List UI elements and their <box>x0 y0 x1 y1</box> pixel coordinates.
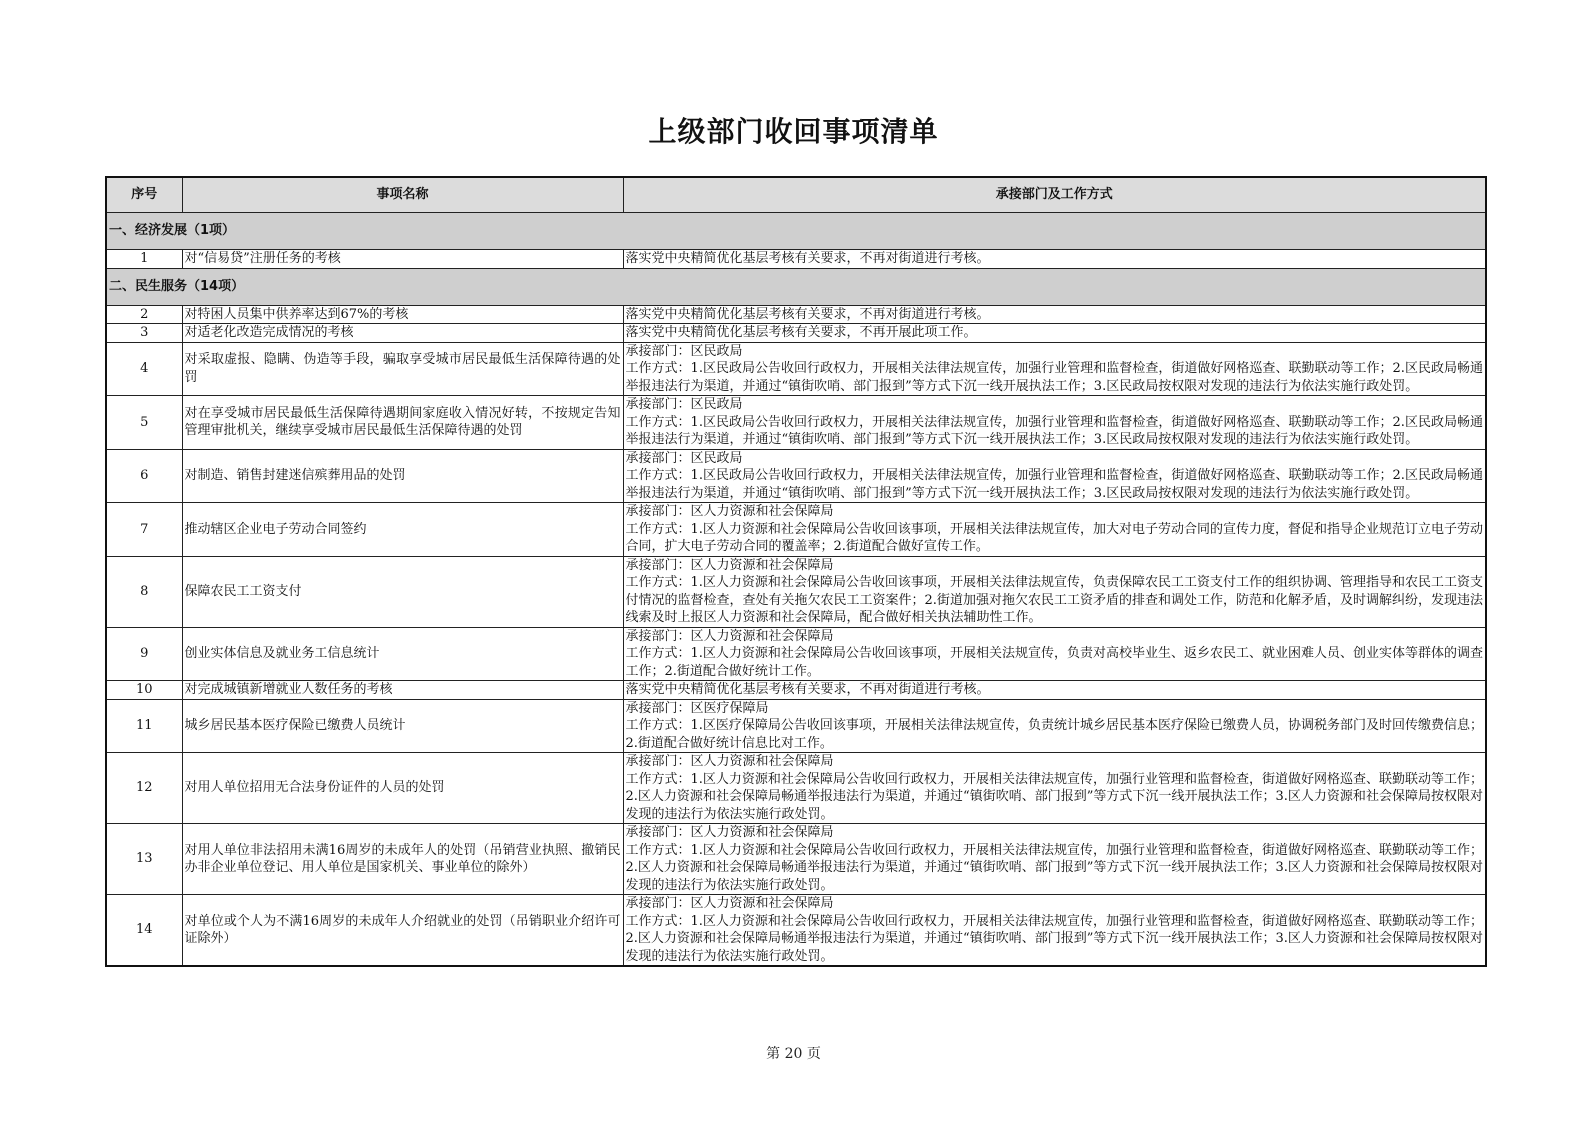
table-row <box>106 824 1486 895</box>
item-name: 对“信易贷”注册任务的考核 <box>182 250 623 269</box>
method-line: 工作方式：1.区人力资源和社会保障局公告收回行政权力，开展相关法律法规宣传，加强行业管理和监督检查，街道做好网格巡查、联勤联动等工作；2.区人力资源和社会保障局畅通举报违法行为渠道，并通过“镇街吹哨、部门报到”等方式下沉一线开展执法工作；3.区人力资源和社会保障局按权限对发现的违法行为依法实施行政处罚。 <box>625 913 1483 964</box>
item-method <box>623 250 1486 269</box>
method-line: 工作方式：1.区人力资源和社会保障局公告收回该事项，开展相关法规宣传，负责对高校毕业生、返乡农民工、就业困难人员、创业实体等群体的调查工作；2.街道配合做好统计工作。 <box>625 646 1483 679</box>
item-method <box>623 824 1486 895</box>
header-index: 序号 <box>106 177 182 213</box>
item-name: 对适老化改造完成情况的考核 <box>182 324 623 343</box>
item-name: 对完成城镇新增就业人数任务的考核 <box>182 681 623 700</box>
item-method <box>623 895 1486 967</box>
row-index: 2 <box>106 305 182 324</box>
method-department: 承接部门：区人力资源和社会保障局 <box>625 896 834 911</box>
method-line: 落实党中央精简优化基层考核有关要求，不再开展此项工作。 <box>625 325 977 340</box>
items-table <box>105 176 1487 967</box>
table-row <box>106 503 1486 557</box>
table-row <box>106 449 1486 503</box>
method-department: 承接部门：区医疗保障局 <box>625 700 769 716</box>
item-method <box>623 342 1486 396</box>
table-row <box>106 895 1486 967</box>
category-row <box>106 268 1486 305</box>
item-method <box>623 627 1486 681</box>
row-index: 5 <box>106 396 182 450</box>
row-index: 7 <box>106 503 182 557</box>
page-number: 第 20 页 <box>766 1046 821 1062</box>
method-department: 承接部门：区人力资源和社会保障局 <box>625 825 834 840</box>
item-method <box>623 681 1486 700</box>
header-name: 事项名称 <box>182 177 623 213</box>
method-line: 工作方式：1.区民政局公告收回行政权力，开展相关法律法规宣传，加强行业管理和监督检查，街道做好网格巡查、联勤联动等工作；2.区民政局畅通举报违法行为渠道，并通过“镇街吹哨、部门报到”等方式下沉一线开展执法工作；3.区民政局按权限对发现的违法行为依法实施行政处罚。 <box>625 468 1483 501</box>
method-line: 工作方式：1.区民政局公告收回行政权力，开展相关法律法规宣传，加强行业管理和监督检查，街道做好网格巡查、联勤联动等工作；2.区民政局畅通举报违法行为渠道，并通过“镇街吹哨、部门报到”等方式下沉一线开展执法工作；3.区民政局按权限对发现的违法行为依法实施行政处罚。 <box>625 361 1483 394</box>
item-name: 对特困人员集中供养率达到67%的考核 <box>182 305 623 324</box>
category-label: 二、民生服务（14项） <box>106 268 1486 305</box>
table-row <box>106 250 1486 269</box>
page-title: 上级部门收回事项清单 <box>648 115 939 148</box>
item-name: 对采取虚报、隐瞒、伪造等手段，骗取享受城市居民最低生活保障待遇的处罚 <box>182 342 623 396</box>
item-name: 对在享受城市居民最低生活保障待遇期间家庭收入情况好转，不按规定告知管理审批机关，继续享受城市居民最低生活保障待遇的处罚 <box>182 396 623 450</box>
table-row <box>106 396 1486 450</box>
row-index: 1 <box>106 250 182 269</box>
item-name: 对制造、销售封建迷信殡葬用品的处罚 <box>182 449 623 503</box>
method-line: 工作方式：1.区医疗保障局公告收回该事项，开展相关法律法规宣传，负责统计城乡居民基本医疗保险已缴费人员，协调税务部门及时回传缴费信息；2.街道配合做好统计信息比对工作。 <box>625 718 1483 751</box>
method-line: 工作方式：1.区人力资源和社会保障局公告收回该事项，开展相关法律法规宣传，负责保障农民工工资支付工作的组织协调、管理指导和农民工工资支付情况的监督检查，查处有关拖欠农民工工资案件；2.街道加强对拖欠农民工工资矛盾的排查和调处工作，防范和化解矛盾，及时调解纠纷，发现违法线索及时上报区人力资源和社会保障局，配合做好相关执法辅助性工作。 <box>625 575 1483 625</box>
method-line: 工作方式：1.区人力资源和社会保障局公告收回行政权力，开展相关法律法规宣传，加强行业管理和监督检查，街道做好网格巡查、联勤联动等工作；2.区人力资源和社会保障局畅通举报违法行为渠道，并通过“镇街吹哨、部门报到”等方式下沉一线开展执法工作；3.区人力资源和社会保障局按权限对发现的违法行为依法实施行政处罚。 <box>625 771 1483 822</box>
row-index: 3 <box>106 324 182 343</box>
header-method: 承接部门及工作方式 <box>623 177 1486 213</box>
item-method <box>623 503 1486 557</box>
item-name: 保障农民工工资支付 <box>182 556 623 627</box>
table-header-row <box>106 177 1486 213</box>
item-name: 创业实体信息及就业务工信息统计 <box>182 627 623 681</box>
method-department: 承接部门：区民政局 <box>625 397 743 412</box>
item-method <box>623 324 1486 343</box>
method-department: 承接部门：区人力资源和社会保障局 <box>625 754 834 769</box>
table-row <box>106 342 1486 396</box>
item-method <box>623 305 1486 324</box>
item-method <box>623 699 1486 753</box>
row-index: 13 <box>106 824 182 895</box>
table-row <box>106 556 1486 627</box>
row-index: 14 <box>106 895 182 967</box>
table-body <box>106 213 1486 967</box>
row-index: 10 <box>106 681 182 700</box>
table-row <box>106 699 1486 753</box>
item-name: 对单位或个人为不满16周岁的未成年人介绍就业的处罚（吊销职业介绍许可证除外） <box>182 895 623 967</box>
row-index: 12 <box>106 753 182 824</box>
item-name: 对用人单位招用无合法身份证件的人员的处罚 <box>182 753 623 824</box>
item-method <box>623 396 1486 450</box>
method-line: 工作方式：1.区人力资源和社会保障局公告收回该事项，开展相关法律法规宣传，加大对电子劳动合同的宣传力度，督促和指导企业规范订立电子劳动合同，扩大电子劳动合同的覆盖率；2.街道配合做好宣传工作。 <box>625 521 1483 554</box>
row-index: 6 <box>106 449 182 503</box>
table-row <box>106 753 1486 824</box>
category-label: 一、经济发展（1项） <box>106 213 1486 250</box>
method-department: 承接部门：区人力资源和社会保障局 <box>625 628 834 644</box>
method-department: 承接部门：区民政局 <box>625 343 743 359</box>
method-line: 工作方式：1.区人力资源和社会保障局公告收回行政权力，开展相关法律法规宣传，加强行业管理和监督检查，街道做好网格巡查、联勤联动等工作；2.区人力资源和社会保障局畅通举报违法行为渠道，并通过“镇街吹哨、部门报到”等方式下沉一线开展执法工作；3.区人力资源和社会保障局按权限对发现的违法行为依法实施行政处罚。 <box>625 842 1483 893</box>
method-line: 落实党中央精简优化基层考核有关要求，不再对街道进行考核。 <box>625 251 990 266</box>
item-method <box>623 449 1486 503</box>
table-row <box>106 324 1486 343</box>
row-index: 11 <box>106 699 182 753</box>
method-line: 落实党中央精简优化基层考核有关要求，不再对街道进行考核。 <box>625 306 990 322</box>
table-row <box>106 681 1486 700</box>
method-line: 工作方式：1.区民政局公告收回行政权力，开展相关法律法规宣传，加强行业管理和监督检查，街道做好网格巡查、联勤联动等工作；2.区民政局畅通举报违法行为渠道，并通过“镇街吹哨、部门报到”等方式下沉一线开展执法工作；3.区民政局按权限对发现的违法行为依法实施行政处罚。 <box>625 414 1483 447</box>
category-row <box>106 213 1486 250</box>
row-index: 4 <box>106 342 182 396</box>
item-name: 对用人单位非法招用未满16周岁的未成年人的处罚（吊销营业执照、撤销民办非企业单位登记、用人单位是国家机关、事业单位的除外） <box>182 824 623 895</box>
item-method <box>623 556 1486 627</box>
method-department: 承接部门：区人力资源和社会保障局 <box>625 557 834 573</box>
item-method <box>623 753 1486 824</box>
method-department: 承接部门：区人力资源和社会保障局 <box>625 504 834 519</box>
item-name: 推动辖区企业电子劳动合同签约 <box>182 503 623 557</box>
item-name: 城乡居民基本医疗保险已缴费人员统计 <box>182 699 623 753</box>
table-row <box>106 627 1486 681</box>
table-row <box>106 305 1486 324</box>
method-line: 落实党中央精简优化基层考核有关要求，不再对街道进行考核。 <box>625 682 990 697</box>
row-index: 8 <box>106 556 182 627</box>
method-department: 承接部门：区民政局 <box>625 450 743 466</box>
row-index: 9 <box>106 627 182 681</box>
